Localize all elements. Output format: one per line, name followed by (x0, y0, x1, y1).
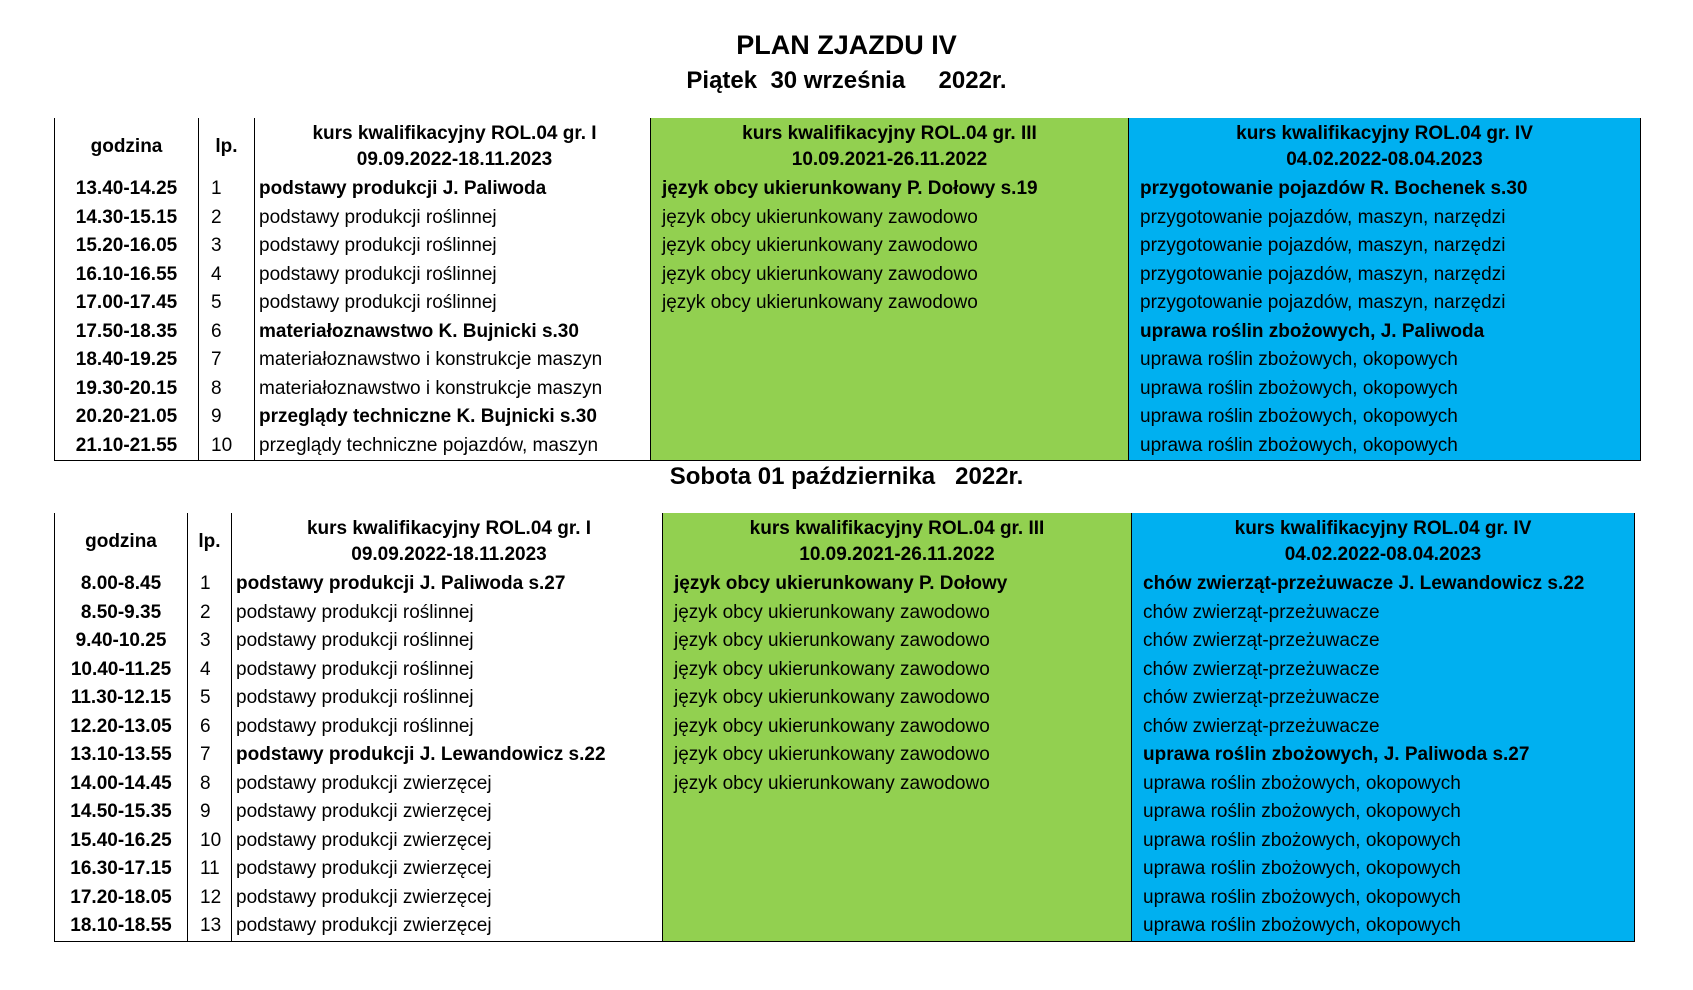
table-row (55, 684, 1635, 713)
table-row (55, 627, 1635, 656)
table-row (55, 713, 1635, 742)
subject-c2: język obcy ukierunkowany zawodowo (663, 627, 1132, 656)
table-row (55, 175, 1641, 204)
header-c3-course: kurs kwalifikacyjny ROL.04 gr. IV (1234, 517, 1532, 539)
subject-c3: uprawa roślin zbożowych, okopowych (1132, 912, 1635, 941)
time-cell: 15.40-16.25 (55, 827, 188, 856)
subject-c3: uprawa roślin zbożowych, okopowych (1129, 346, 1641, 375)
header-c2-dates: 10.09.2021-26.11.2022 (791, 148, 988, 170)
subject-c1: podstawy produkcji roślinnej (255, 261, 651, 290)
table-row (55, 884, 1635, 913)
lesson-number: 11 (188, 855, 232, 884)
header-c1 (255, 118, 651, 175)
subject-c1: podstawy produkcji zwierzęcej (232, 798, 663, 827)
subject-c1: podstawy produkcji roślinnej (232, 627, 663, 656)
header-c3-dates: 04.02.2022-08.04.2023 (1284, 543, 1482, 565)
lesson-number: 9 (199, 403, 255, 432)
subject-c3: uprawa roślin zbożowych, okopowych (1132, 827, 1635, 856)
subject-c1: podstawy produkcji J. Paliwoda s.27 (232, 570, 663, 599)
lesson-number: 12 (188, 884, 232, 913)
time-cell: 16.30-17.15 (55, 855, 188, 884)
subject-c2 (663, 827, 1132, 856)
day-title-friday: Piątek 30 września 2022r. (686, 67, 1007, 94)
subject-c2: język obcy ukierunkowany zawodowo (663, 599, 1132, 628)
time-cell: 16.10-16.55 (55, 261, 199, 290)
subject-c2 (663, 855, 1132, 884)
table-row (55, 570, 1635, 599)
subject-c2: język obcy ukierunkowany zawodowo (663, 713, 1132, 742)
subject-c2: język obcy ukierunkowany zawodowo (663, 741, 1132, 770)
schedule-table-friday (54, 118, 1641, 461)
subject-c1: materiałoznawstwo i konstrukcje maszyn (255, 375, 651, 404)
time-cell: 11.30-12.15 (55, 684, 188, 713)
lesson-number: 2 (188, 599, 232, 628)
table-row (55, 318, 1641, 347)
header-row (55, 513, 1635, 570)
time-cell: 17.50-18.35 (55, 318, 199, 347)
header-num: lp. (188, 513, 232, 570)
time-cell: 18.40-19.25 (55, 346, 199, 375)
subject-c1: podstawy produkcji roślinnej (255, 289, 651, 318)
header-c2-course: kurs kwalifikacyjny ROL.04 gr. III (749, 517, 1045, 539)
lesson-number: 7 (188, 741, 232, 770)
subject-c2: język obcy ukierunkowany zawodowo (663, 656, 1132, 685)
lesson-number: 13 (188, 912, 232, 941)
lesson-number: 7 (199, 346, 255, 375)
subject-c2 (651, 432, 1129, 461)
subject-c1: podstawy produkcji zwierzęcej (232, 770, 663, 799)
lesson-number: 3 (188, 627, 232, 656)
time-cell: 13.10-13.55 (55, 741, 188, 770)
subject-c1: podstawy produkcji zwierzęcej (232, 884, 663, 913)
lesson-number: 1 (199, 175, 255, 204)
table-row (55, 855, 1635, 884)
subject-c3: uprawa roślin zbożowych, J. Paliwoda s.27 (1132, 741, 1635, 770)
lesson-number: 5 (188, 684, 232, 713)
lesson-number: 4 (188, 656, 232, 685)
time-cell: 21.10-21.55 (55, 432, 199, 461)
header-c2-dates: 10.09.2021-26.11.2022 (799, 543, 995, 565)
header-c3-dates: 04.02.2022-08.04.2023 (1286, 148, 1483, 170)
time-cell: 8.00-8.45 (55, 570, 188, 599)
header-c3 (1132, 513, 1635, 570)
time-cell: 18.10-18.55 (55, 912, 188, 941)
subject-c3: chów zwierząt-przeżuwacze (1132, 713, 1635, 742)
table-row (55, 346, 1641, 375)
header-c1 (232, 513, 663, 570)
subject-c1: przeglądy techniczne pojazdów, maszyn (255, 432, 651, 461)
subject-c1: materiałoznawstwo i konstrukcje maszyn (255, 346, 651, 375)
subject-c3: uprawa roślin zbożowych, okopowych (1132, 884, 1635, 913)
table-row (55, 827, 1635, 856)
subject-c1: podstawy produkcji roślinnej (232, 684, 663, 713)
header-c1-dates: 09.09.2022-18.11.2023 (356, 148, 553, 170)
subject-c1: podstawy produkcji roślinnej (232, 599, 663, 628)
lesson-number: 8 (199, 375, 255, 404)
header-c1-course: kurs kwalifikacyjny ROL.04 gr. I (306, 517, 592, 539)
subject-c1: podstawy produkcji zwierzęcej (232, 912, 663, 941)
table-row (55, 599, 1635, 628)
subject-c2 (651, 346, 1129, 375)
table-row (55, 912, 1635, 941)
subject-c2 (651, 375, 1129, 404)
table-row (55, 403, 1641, 432)
time-cell: 9.40-10.25 (55, 627, 188, 656)
header-c1-dates: 09.09.2022-18.11.2023 (351, 543, 547, 565)
table-row (55, 204, 1641, 233)
subject-c2: język obcy ukierunkowany P. Dołowy (663, 570, 1132, 599)
subject-c2: język obcy ukierunkowany P. Dołowy s.19 (651, 175, 1129, 204)
subject-c1: podstawy produkcji zwierzęcej (232, 855, 663, 884)
time-cell: 15.20-16.05 (55, 232, 199, 261)
subject-c3: chów zwierząt-przeżuwacze (1132, 684, 1635, 713)
time-cell: 10.40-11.25 (55, 656, 188, 685)
table-row (55, 289, 1641, 318)
subject-c3: chów zwierząt-przeżuwacze (1132, 627, 1635, 656)
table-row (55, 798, 1635, 827)
header-c2 (651, 118, 1129, 175)
subject-c3: uprawa roślin zbożowych, J. Paliwoda (1129, 318, 1641, 347)
subject-c1: podstawy produkcji roślinnej (255, 204, 651, 233)
header-c2 (663, 513, 1132, 570)
subject-c2: język obcy ukierunkowany zawodowo (651, 232, 1129, 261)
subject-c3: uprawa roślin zbożowych, okopowych (1132, 855, 1635, 884)
subject-c1: podstawy produkcji zwierzęcej (232, 827, 663, 856)
table-row (55, 741, 1635, 770)
subject-c2: język obcy ukierunkowany zawodowo (663, 770, 1132, 799)
header-c3-course: kurs kwalifikacyjny ROL.04 gr. IV (1236, 122, 1533, 144)
lesson-number: 6 (199, 318, 255, 347)
day-title-saturday: Sobota 01 października 2022r. (669, 463, 1024, 490)
time-cell: 8.50-9.35 (55, 599, 188, 628)
time-cell: 17.00-17.45 (55, 289, 199, 318)
subject-c3: uprawa roślin zbożowych, okopowych (1129, 375, 1641, 404)
time-cell: 14.00-14.45 (55, 770, 188, 799)
lesson-number: 1 (188, 570, 232, 599)
subject-c3: chów zwierząt-przeżuwacze (1132, 656, 1635, 685)
subject-c2: język obcy ukierunkowany zawodowo (651, 261, 1129, 290)
lesson-number: 6 (188, 713, 232, 742)
subject-c1: podstawy produkcji J. Lewandowicz s.22 (232, 741, 663, 770)
subject-c3: uprawa roślin zbożowych, okopowych (1129, 403, 1641, 432)
lesson-number: 2 (199, 204, 255, 233)
lesson-number: 8 (188, 770, 232, 799)
subject-c3: chów zwierząt-przeżuwacze (1132, 599, 1635, 628)
subject-c3: uprawa roślin zbożowych, okopowych (1132, 770, 1635, 799)
lesson-number: 4 (199, 261, 255, 290)
table-row (55, 232, 1641, 261)
table-row (55, 432, 1641, 461)
lesson-number: 10 (199, 432, 255, 461)
table-row (55, 261, 1641, 290)
subject-c1: podstawy produkcji roślinnej (232, 713, 663, 742)
subject-c3: przygotowanie pojazdów, maszyn, narzędzi (1129, 261, 1641, 290)
subject-c2 (663, 912, 1132, 941)
subject-c3: uprawa roślin zbożowych, okopowych (1129, 432, 1641, 461)
table-row (55, 375, 1641, 404)
time-cell: 12.20-13.05 (55, 713, 188, 742)
time-cell: 20.20-21.05 (55, 403, 199, 432)
header-num: lp. (199, 118, 255, 175)
lesson-number: 3 (199, 232, 255, 261)
table-row (55, 770, 1635, 799)
subject-c2: język obcy ukierunkowany zawodowo (651, 289, 1129, 318)
time-cell: 17.20-18.05 (55, 884, 188, 913)
subject-c2: język obcy ukierunkowany zawodowo (651, 204, 1129, 233)
header-c1-course: kurs kwalifikacyjny ROL.04 gr. I (312, 122, 597, 144)
time-cell: 13.40-14.25 (55, 175, 199, 204)
lesson-number: 9 (188, 798, 232, 827)
subject-c1: podstawy produkcji roślinnej (255, 232, 651, 261)
subject-c3: przygotowanie pojazdów, maszyn, narzędzi (1129, 289, 1641, 318)
subject-c2 (651, 403, 1129, 432)
subject-c3: chów zwierząt-przeżuwacze J. Lewandowicz s.22 (1132, 570, 1635, 599)
header-row (55, 118, 1641, 175)
subject-c2: język obcy ukierunkowany zawodowo (663, 684, 1132, 713)
subject-c3: uprawa roślin zbożowych, okopowych (1132, 798, 1635, 827)
schedule-table-saturday (54, 513, 1635, 942)
header-time: godzina (55, 118, 199, 175)
page-title: PLAN ZJAZDU IV (736, 30, 957, 60)
subject-c3: przygotowanie pojazdów, maszyn, narzędzi (1129, 232, 1641, 261)
subject-c2 (663, 798, 1132, 827)
subject-c1: materiałoznawstwo K. Bujnicki s.30 (255, 318, 651, 347)
header-time: godzina (55, 513, 188, 570)
table-row (55, 656, 1635, 685)
subject-c3: przygotowanie pojazdów R. Bochenek s.30 (1129, 175, 1641, 204)
subject-c1: przeglądy techniczne K. Bujnicki s.30 (255, 403, 651, 432)
lesson-number: 5 (199, 289, 255, 318)
time-cell: 19.30-20.15 (55, 375, 199, 404)
header-c2-course: kurs kwalifikacyjny ROL.04 gr. III (742, 122, 1037, 144)
time-cell: 14.50-15.35 (55, 798, 188, 827)
subject-c3: przygotowanie pojazdów, maszyn, narzędzi (1129, 204, 1641, 233)
time-cell: 14.30-15.15 (55, 204, 199, 233)
subject-c2 (663, 884, 1132, 913)
subject-c1: podstawy produkcji roślinnej (232, 656, 663, 685)
subject-c1: podstawy produkcji J. Paliwoda (255, 175, 651, 204)
header-c3 (1129, 118, 1641, 175)
lesson-number: 10 (188, 827, 232, 856)
subject-c2 (651, 318, 1129, 347)
